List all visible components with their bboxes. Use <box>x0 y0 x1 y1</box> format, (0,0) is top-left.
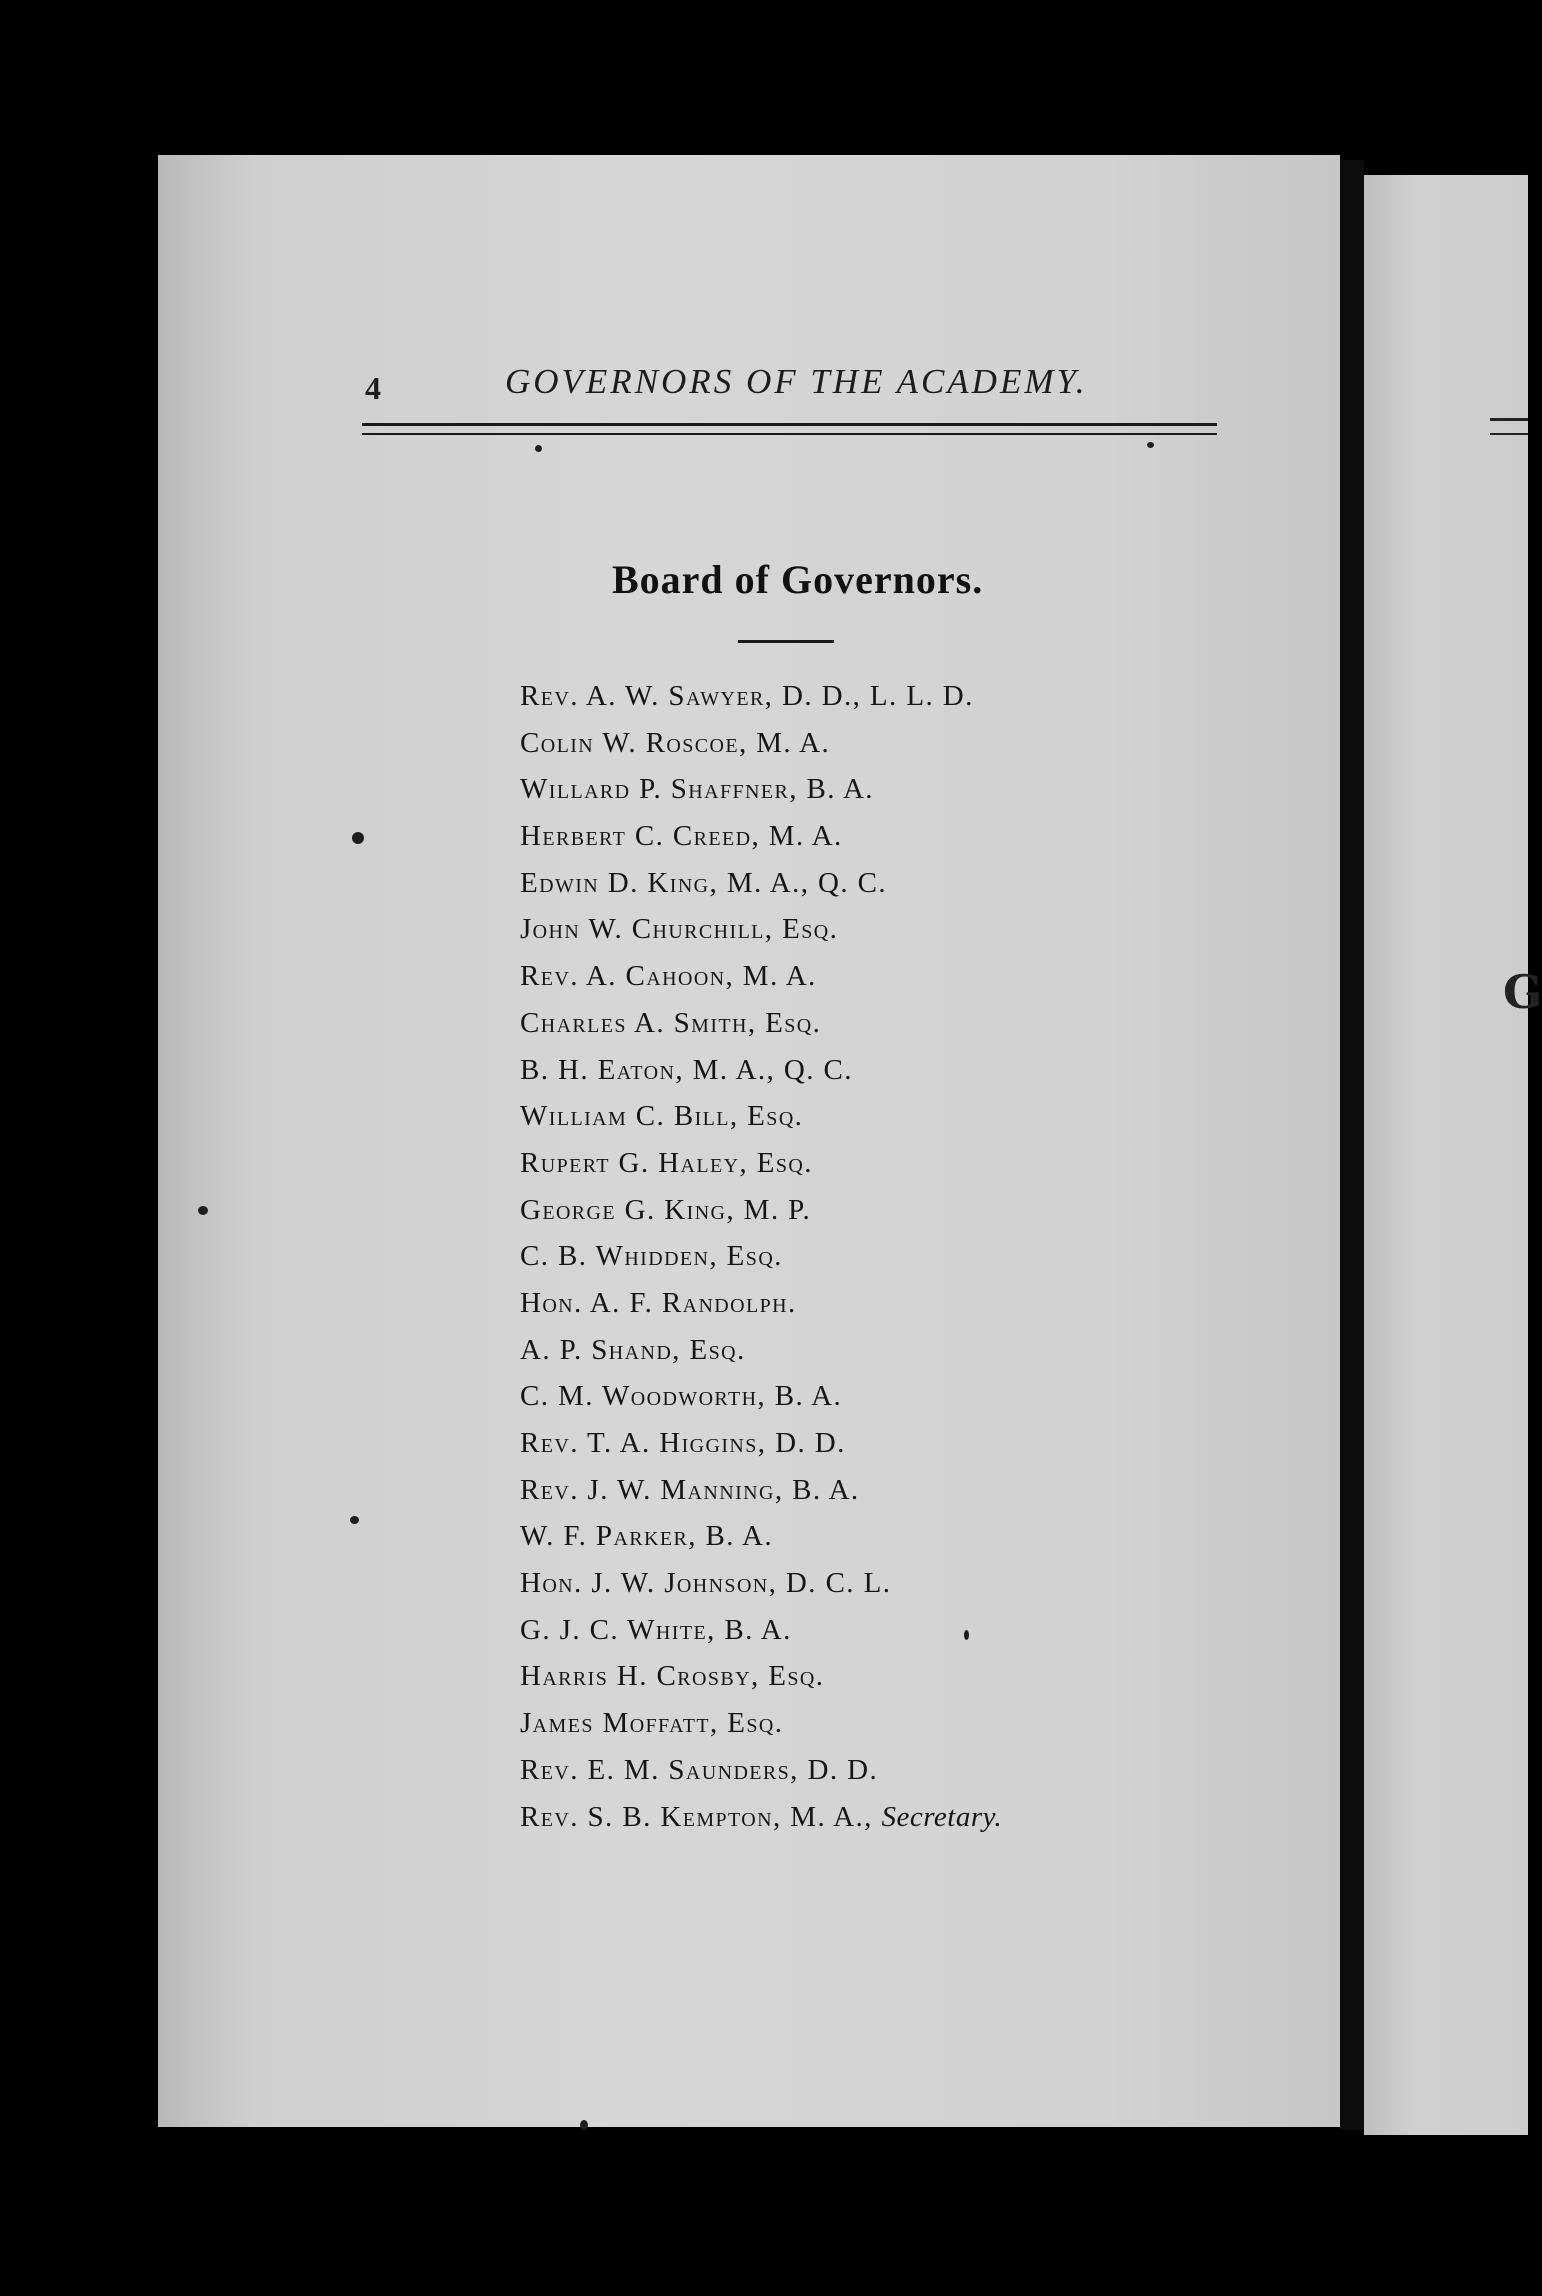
governor-name: A. P. Shand, Esq. <box>520 1333 746 1366</box>
governor-name: Charles A. Smith, Esq. <box>520 1006 822 1039</box>
governor-name: Colin W. Roscoe, M. A. <box>520 726 831 759</box>
governor-entry <box>520 906 1002 953</box>
governor-entry <box>520 1794 1002 1841</box>
governor-name: George G. King, M. P. <box>520 1193 812 1226</box>
ink-speck <box>352 832 364 844</box>
governor-entry <box>520 1373 1002 1420</box>
governor-entry <box>520 1280 1002 1327</box>
governor-entry <box>520 1513 1002 1560</box>
governor-name: Rupert G. Haley, Esq. <box>520 1146 813 1179</box>
ink-speck <box>1147 442 1154 448</box>
governor-entry <box>520 1747 1002 1794</box>
governor-name: B. H. Eaton, M. A., Q. C. <box>520 1053 853 1086</box>
governor-entry <box>520 1653 1002 1700</box>
governor-name: W. F. Parker, B. A. <box>520 1520 773 1553</box>
governor-entry <box>520 1093 1002 1140</box>
ink-speck <box>580 2120 588 2130</box>
governor-name: Hon. J. W. Johnson, D. C. L. <box>520 1567 892 1600</box>
governor-name: John W. Churchill, Esq. <box>520 913 839 946</box>
facing-page-rule <box>1490 418 1528 435</box>
governor-name: James Moffatt, Esq. <box>520 1707 784 1740</box>
ink-speck <box>535 445 542 452</box>
governor-name: Willard P. Shaffner, B. A. <box>520 773 874 806</box>
running-head-rule <box>362 423 1217 435</box>
governor-entry <box>520 1327 1002 1374</box>
governor-name: Hon. A. F. Randolph. <box>520 1286 797 1319</box>
governor-name: Rev. T. A. Higgins, D. D. <box>520 1427 846 1459</box>
governor-name: Edwin D. King, M. A., Q. C. <box>520 866 888 899</box>
governor-entry <box>520 1607 1002 1654</box>
governor-entry <box>520 813 1002 860</box>
governor-name: Rev. S. B. Kempton, M. A., <box>520 1800 873 1833</box>
page-number: 4 <box>365 370 381 406</box>
governor-entry <box>520 1047 1002 1094</box>
governor-entry <box>520 860 1002 907</box>
governor-entry <box>520 1560 1002 1607</box>
facing-page-edge <box>1364 175 1542 2135</box>
governor-entry <box>520 1187 1002 1234</box>
running-head: GOVERNORS OF THE ACADEMY. <box>505 362 1088 401</box>
facing-page-fragment: G <box>1503 965 1542 1019</box>
governor-name: Rev. E. M. Saunders, D. D. <box>520 1753 879 1786</box>
governor-name: Rev. A. W. Sawyer, D. D., L. L. D. <box>520 680 974 712</box>
ink-speck <box>198 1206 208 1215</box>
governor-entry <box>520 953 1002 1000</box>
governor-entry <box>520 1420 1002 1467</box>
ink-speck <box>350 1516 359 1524</box>
governor-name: Rev. J. W. Manning, B. A. <box>520 1473 860 1506</box>
governor-entry <box>520 673 1002 720</box>
governor-name: Herbert C. Creed, M. A. <box>520 820 843 853</box>
governors-list <box>520 673 1002 1840</box>
governor-entry <box>520 1233 1002 1280</box>
governor-name: C. M. Woodworth, B. A. <box>520 1380 843 1413</box>
ink-speck <box>964 1630 969 1640</box>
governor-entry <box>520 1700 1002 1747</box>
governor-entry <box>520 1000 1002 1047</box>
governor-entry <box>520 720 1002 767</box>
governor-name: Harris H. Crosby, Esq. <box>520 1660 825 1693</box>
governor-entry <box>520 766 1002 813</box>
governor-entry <box>520 1467 1002 1514</box>
governor-name: C. B. Whidden, Esq. <box>520 1240 783 1273</box>
governor-name: Rev. A. Cahoon, M. A. <box>520 960 817 993</box>
governor-name: William C. Bill, Esq. <box>520 1100 804 1133</box>
governor-role: Secretary. <box>881 1800 1003 1833</box>
section-heading: Board of Governors. <box>612 557 984 602</box>
book-gutter <box>1340 160 1364 2130</box>
governor-entry <box>520 1140 1002 1187</box>
governor-name: G. J. C. White, B. A. <box>520 1613 792 1646</box>
heading-rule <box>738 640 834 643</box>
